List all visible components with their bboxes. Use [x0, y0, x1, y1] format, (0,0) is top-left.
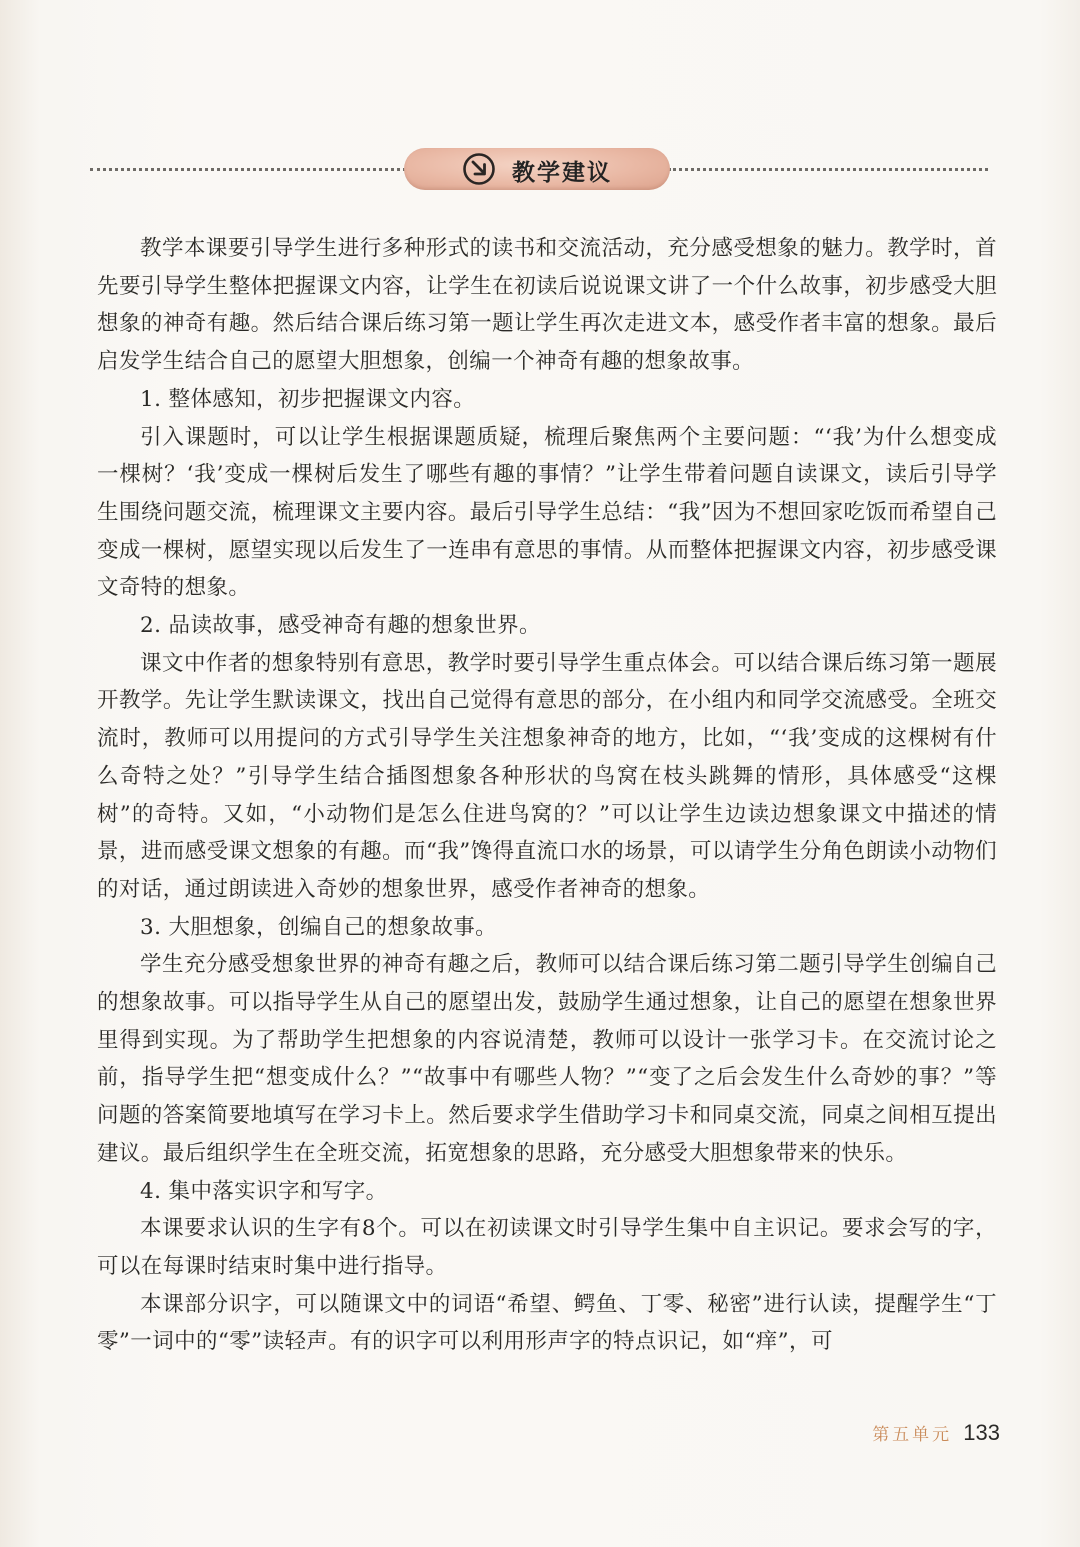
unit-label: 第五单元: [872, 1425, 953, 1445]
dotted-divider-left: [90, 168, 412, 171]
point-4-heading: 4. 集中落实识字和写字。: [140, 1178, 388, 1204]
page-number: 133: [963, 1420, 1000, 1445]
point-2-paragraph: 课文中作者的想象特别有意思，教学时要引导学生重点体会。可以结合课后练习第一题展开教学。先让学生默读课文，找出自己觉得有意思的部分，在小组内和同学交流感受。全班交流时，教师可以用提问的方式引导学生关注想象神奇的地方，比如，“‘我’变成的这棵树有什么奇特之处？”引导学生结合插图想象各种形状的鸟窝在枝头跳舞的情形，具体感受“这棵树”的奇特。又如，“小动物们是怎么住进鸟窝的？”可以让学生边读边想象课文中描述的情景，进而感受课文想象的有趣。而“我”馋得直流口水的场景，可以请学生分角色朗读小动物们的对话，通过朗读进入奇妙的想象世界，感受作者神奇的想象。: [97, 650, 997, 902]
dotted-divider-right: [668, 168, 988, 171]
point-3-heading: 3. 大胆想象，创编自己的想象故事。: [140, 914, 498, 940]
point-3-paragraph: 学生充分感受想象世界的神奇有趣之后，教师可以结合课后练习第二题引导学生创编自己的想象故事。可以指导学生从自己的愿望出发，鼓励学生通过想象，让自己的愿望在想象世界里得到实现。为了帮助学生把想象的内容说清楚，教师可以设计一张学习卡。在交流讨论之前，指导学生把“想变成什么？”“故事中有哪些人物？”“变了之后会发生什么奇妙的事？”等问题的答案简要地填写在学习卡上。然后要求学生借助学习卡和同桌交流，同桌之间相互提出建议。最后组织学生在全班交流，拓宽想象的思路，充分感受大胆想象带来的快乐。: [97, 952, 997, 1166]
arrow-down-right-circle-icon: [462, 152, 496, 186]
section-title-pill: [404, 148, 670, 190]
point-4-paragraph: 本课要求认识的生字有8个。可以在初读课文时引导学生集中自主识记。要求会写的字，可以在每课时结束时集中进行指导。: [97, 1216, 997, 1279]
point-1-heading: 1. 整体感知，初步把握课文内容。: [140, 386, 476, 412]
page-footer: [872, 1420, 1000, 1446]
point-2-heading: 2. 品读故事，感受神奇有趣的想象世界。: [140, 613, 541, 639]
intro-paragraph: 教学本课要引导学生进行多种形式的读书和交流活动，充分感受想象的魅力。教学时，首先要引导学生整体把握课文内容，让学生在初读后说说课文讲了一个什么故事，初步感受大胆想象的神奇有趣。然后结合课后练习第一题让学生再次走进文本，感受作者丰富的想象。最后启发学生结合自己的愿望大胆想象，创编一个神奇有趣的想象故事。: [97, 236, 997, 375]
point-4-paragraph-continued: 本课部分识字，可以随课文中的词语“希望、鳄鱼、丁零、秘密”进行认读，提醒学生“丁零”一词中的“零”读轻声。有的识字可以利用形声字的特点识记，如“痒”，可: [97, 1291, 997, 1355]
body-text: [97, 230, 997, 1361]
section-title: 教学建议: [512, 160, 612, 186]
section-header: [0, 148, 1080, 192]
point-1-paragraph: 引入课题时，可以让学生根据课题质疑，梳理后聚焦两个主要问题：“‘我’为什么想变成一棵树？‘我’变成一棵树后发生了哪些有趣的事情？”让学生带着问题自读课文，读后引导学生围绕问题交流，梳理课文主要内容。最后引导学生总结：“我”因为不想回家吃饭而希望自己变成一棵树，愿望实现以后发生了一连串有意思的事情。从而整体把握课文内容，初步感受课文奇特的想象。: [97, 424, 997, 601]
